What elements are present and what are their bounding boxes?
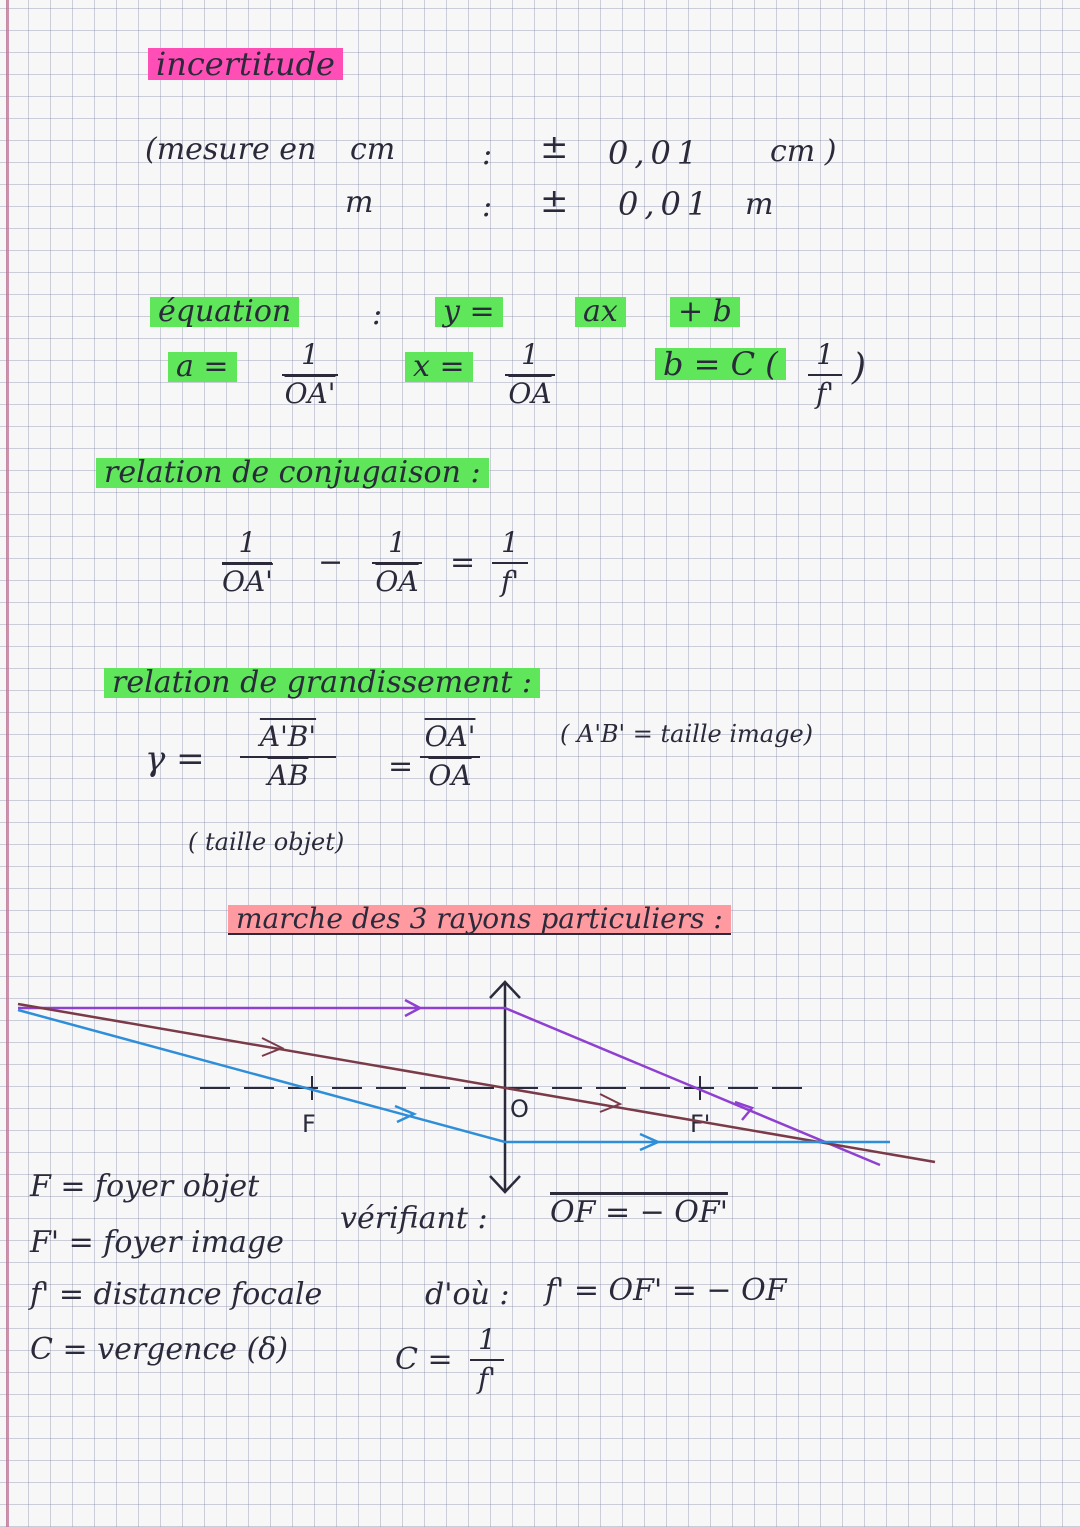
- equation-plus-b: + b: [670, 297, 740, 327]
- conj-minus: −: [318, 545, 344, 580]
- c-equals: C =: [395, 1342, 453, 1377]
- conj-fraction-1: [222, 528, 273, 598]
- label-F-prime: F': [690, 1110, 711, 1138]
- unit-cm-label: cm: [350, 132, 396, 167]
- plus-minus-cm: ±: [540, 127, 569, 167]
- mag-fraction-1: [240, 722, 336, 792]
- conj-equals: =: [450, 545, 476, 580]
- fraction-bar: [505, 374, 555, 376]
- relation-focal: f' = OF' = − OF: [545, 1273, 787, 1308]
- mag-fraction-2: [420, 722, 480, 792]
- c-fraction-denominator: f': [477, 1361, 497, 1395]
- plus-minus-m: ±: [540, 181, 569, 221]
- c-fraction: [470, 1325, 504, 1395]
- def-vergence: C = vergence (δ): [30, 1332, 289, 1367]
- mag-den-2: OA: [428, 758, 472, 792]
- conjugation-label: relation de conjugaison :: [96, 458, 489, 488]
- conj-num-2: 1: [388, 526, 406, 559]
- x-fraction: [505, 340, 555, 410]
- a-equals: a =: [168, 352, 237, 382]
- measure-open-text: (mesure en: [145, 132, 317, 167]
- conj-den-3: f': [500, 564, 520, 598]
- a-fraction-numerator: 1: [301, 338, 319, 371]
- conj-fraction-2: [372, 528, 422, 598]
- conj-den-2: OA: [375, 564, 419, 598]
- note-object-size: ( taille objet): [188, 828, 345, 856]
- colon-cm: :: [482, 137, 493, 172]
- x-fraction-denominator: OA: [508, 376, 552, 410]
- ray-arrow: [600, 1094, 620, 1112]
- label-O: O: [510, 1095, 529, 1123]
- a-fraction-denominator: OA': [284, 376, 336, 410]
- conj-den-1: OA': [222, 564, 273, 598]
- colon-m: :: [482, 189, 493, 224]
- unit-m-label: m: [345, 185, 374, 220]
- b-fraction-denominator: f': [815, 376, 835, 410]
- equation-label: équation: [150, 297, 299, 327]
- ray-through-focus: [18, 1010, 890, 1142]
- whence-label: d'où :: [425, 1277, 510, 1312]
- fraction-bar: [808, 374, 842, 376]
- fraction-bar: [282, 374, 338, 376]
- c-fraction-numerator: 1: [478, 1323, 496, 1356]
- b-equals: b = C (: [655, 348, 786, 380]
- note-image-size: ( A'B' = taille image): [560, 720, 814, 748]
- def-focal-distance: f' = distance focale: [30, 1277, 323, 1312]
- a-fraction: [282, 340, 338, 410]
- def-F-prime: F' = foyer image: [30, 1225, 284, 1260]
- rays-label: marche des 3 rayons particuliers :: [228, 905, 731, 935]
- conj-num-1: 1: [238, 526, 257, 559]
- value-m: 0,01: [618, 185, 714, 223]
- mag-equals: =: [388, 749, 414, 784]
- fraction-bar: [222, 562, 272, 564]
- mag-num-2: OA': [424, 720, 476, 753]
- unit-cm-close: cm ): [770, 134, 837, 169]
- fraction-bar: [240, 756, 336, 758]
- magnification-label: relation de grandissement :: [104, 668, 540, 698]
- mag-num-1: A'B': [259, 720, 317, 753]
- equation-y-equals: y =: [435, 297, 503, 327]
- fraction-bar: [470, 1359, 504, 1361]
- x-equals: x =: [405, 352, 473, 382]
- ray-through-center: [18, 1004, 935, 1162]
- fraction-bar: [372, 562, 422, 564]
- equation-colon: :: [372, 297, 383, 332]
- title-incertitude: incertitude: [148, 48, 343, 80]
- verifying-label: vérifiant :: [340, 1201, 488, 1236]
- value-cm: 0,01: [608, 134, 704, 172]
- fraction-bar: [492, 562, 528, 564]
- equation-ax: ax: [575, 297, 626, 327]
- conj-fraction-3: [492, 528, 528, 598]
- fraction-bar: [420, 756, 480, 758]
- b-close-paren: ): [852, 347, 867, 388]
- conj-num-3: 1: [501, 526, 519, 559]
- gamma-equals: γ =: [145, 739, 205, 779]
- notebook-margin-line: [6, 0, 9, 1527]
- b-fraction-numerator: 1: [816, 338, 834, 371]
- x-fraction-numerator: 1: [521, 338, 539, 371]
- mag-den-1: AB: [267, 758, 309, 792]
- label-F: F: [302, 1110, 316, 1138]
- b-fraction: [808, 340, 842, 410]
- unit-m-close: m: [745, 187, 774, 222]
- relation-OF: OF = − OF': [550, 1195, 728, 1230]
- ray-diagram: [0, 970, 1080, 1204]
- def-F: F = foyer objet: [30, 1169, 260, 1204]
